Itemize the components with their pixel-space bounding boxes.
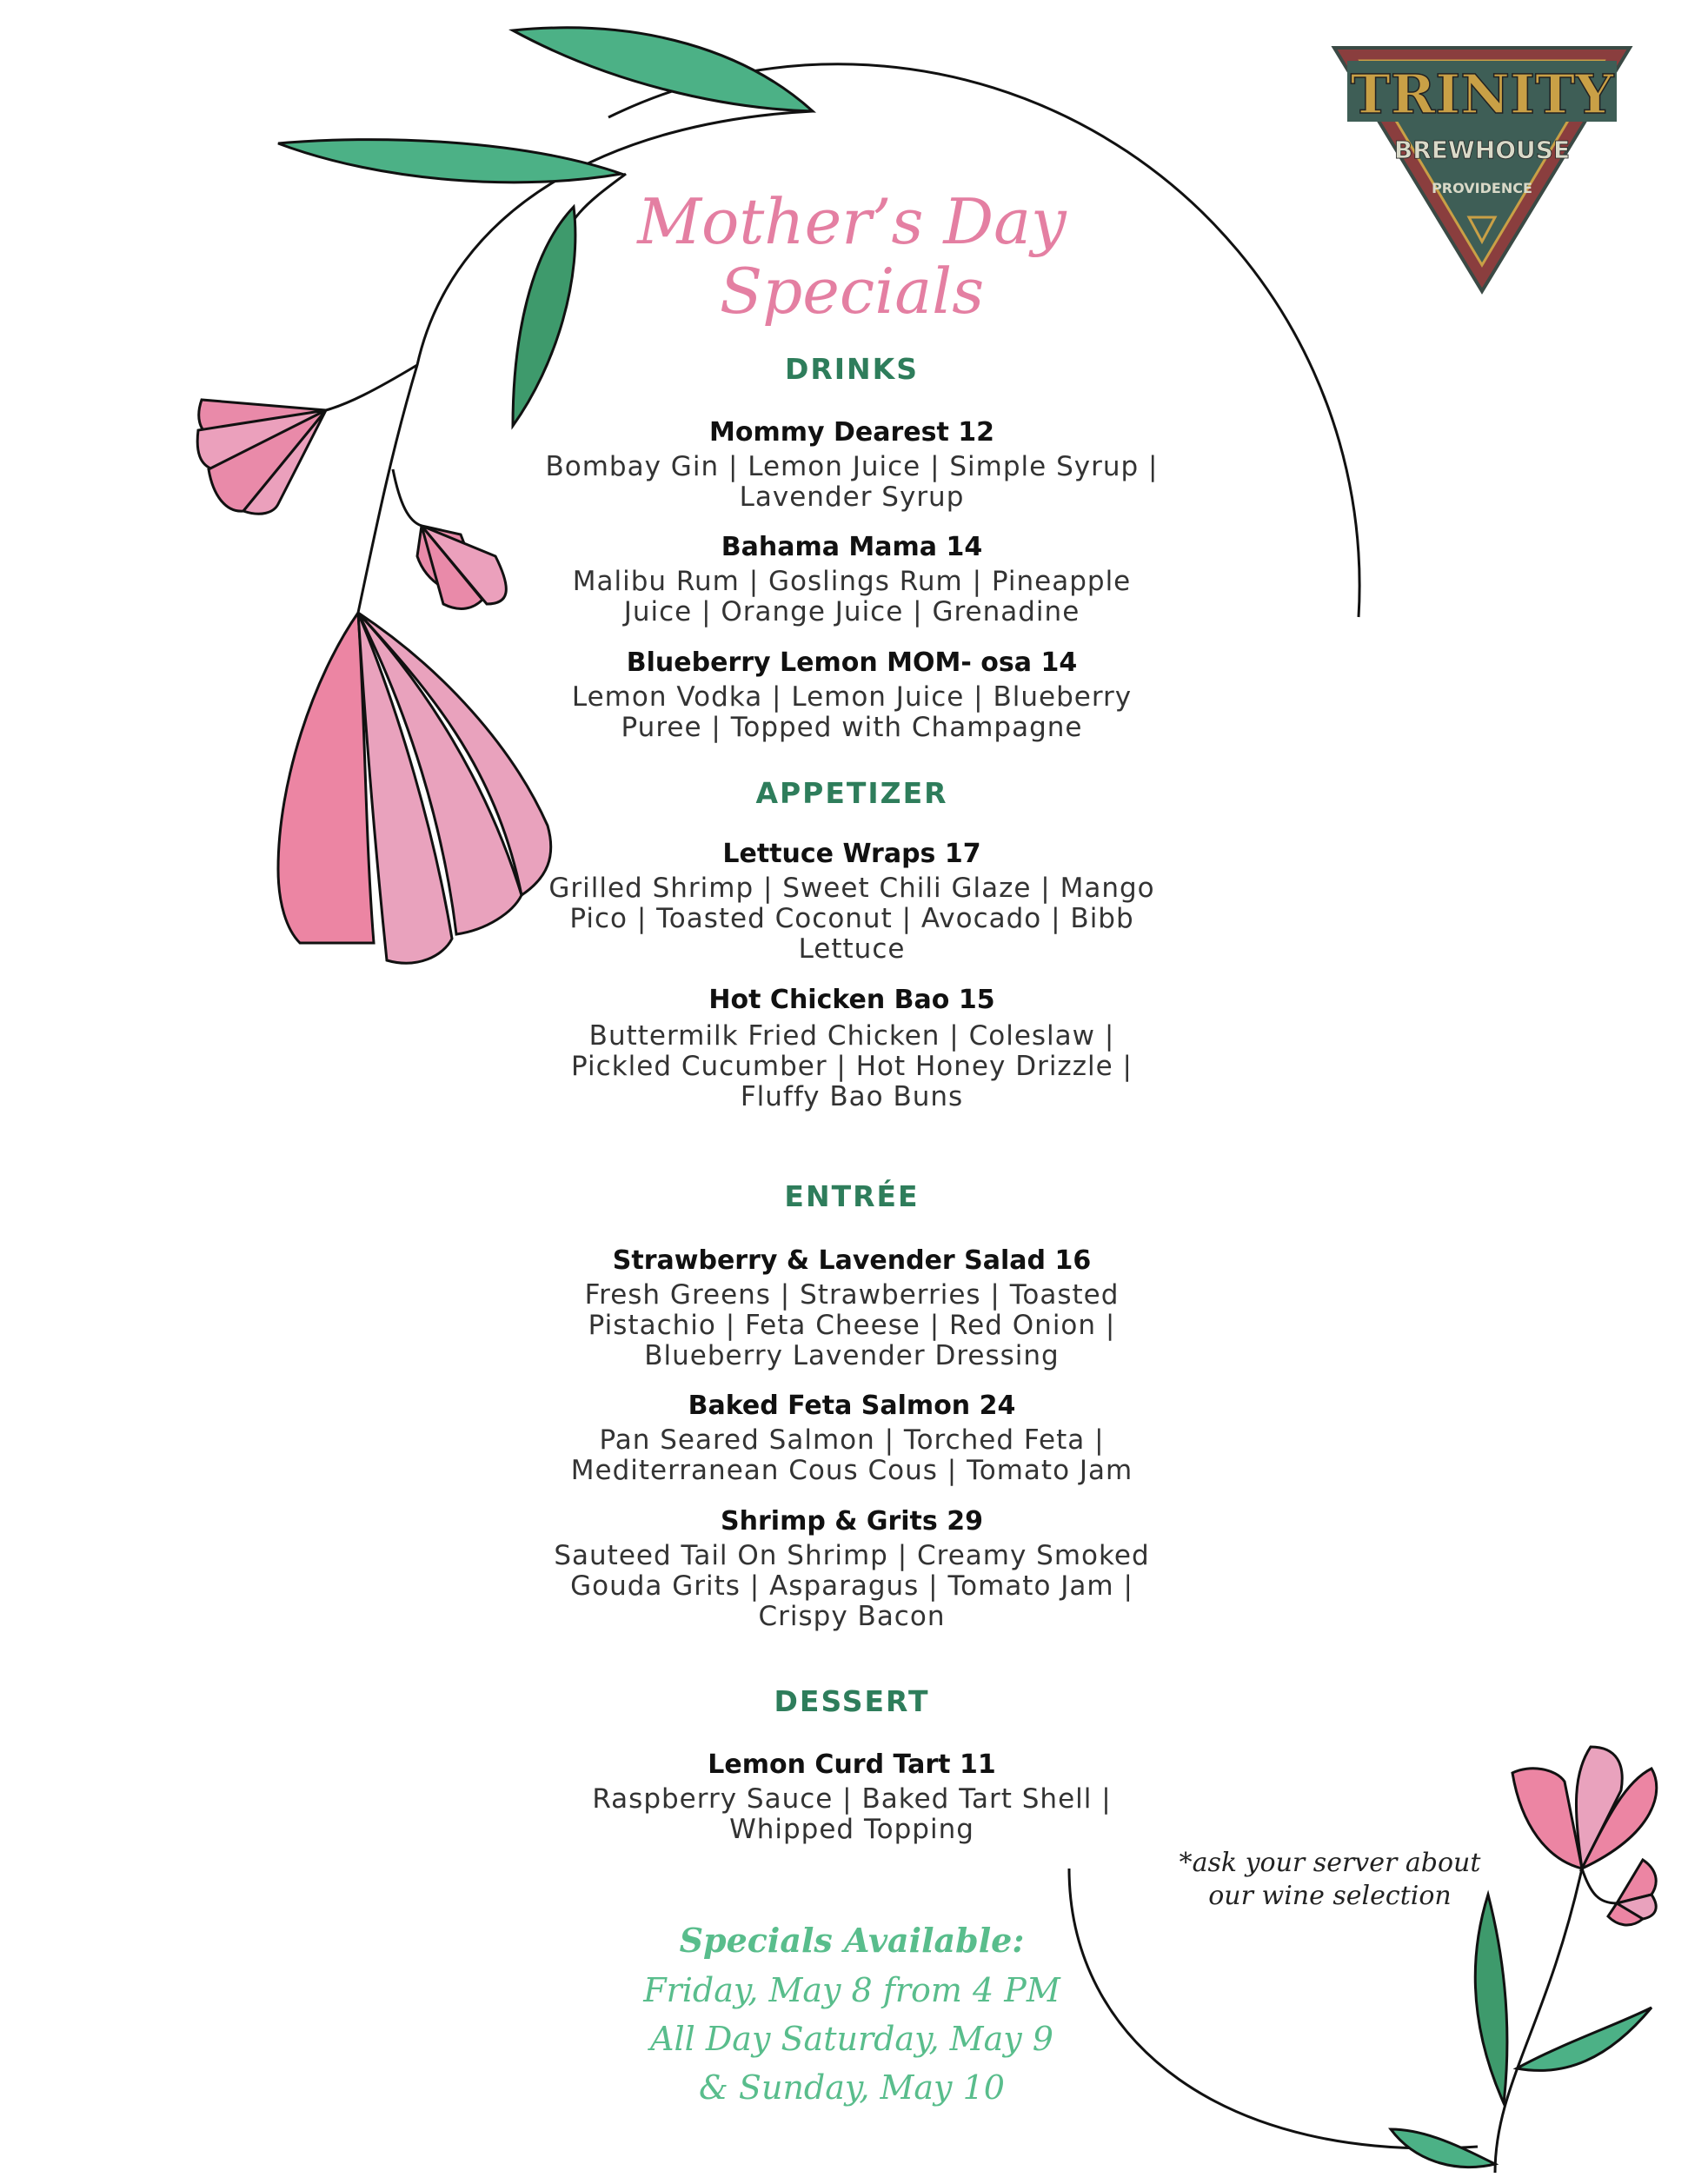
menu-item-desc: Crispy Bacon (758, 1601, 946, 1632)
section-heading-dessert: DESSERT (774, 1684, 930, 1718)
menu-item-name: Blueberry Lemon MOM- osa 14 (626, 647, 1078, 678)
menu-item-name: Mommy Dearest 12 (708, 417, 994, 448)
menu-item-desc: Bombay Gin | Lemon Juice | Simple Syrup | (545, 451, 1159, 482)
small-flower-icon (197, 400, 326, 514)
menu-item-desc: Raspberry Sauce | Baked Tart Shell | (592, 1783, 1112, 1815)
section-heading-appetizer: APPETIZER (755, 776, 948, 810)
menu-item-desc: Blueberry Lavender Dressing (644, 1340, 1060, 1371)
big-flower-icon (1512, 1747, 1657, 1869)
logo-city: PROVIDENCE (1432, 180, 1532, 196)
menu-item-name: Bahama Mama 14 (721, 532, 983, 562)
menu-item-desc: Pan Seared Salmon | Torched Feta | (599, 1424, 1105, 1456)
menu-item-name: Hot Chicken Bao 15 (708, 985, 995, 1015)
leaf-icon (1475, 1895, 1507, 2103)
menu-item-name: Baked Feta Salmon 24 (688, 1391, 1016, 1421)
menu-item-name: Shrimp & Grits 29 (721, 1506, 983, 1537)
menu-item-desc: Gouda Grits | Asparagus | Tomato Jam | (570, 1570, 1133, 1602)
logo-name: TRINITY (1350, 63, 1614, 126)
availability-line2: All Day Saturday, May 9 (650, 2020, 1053, 2058)
small-flower-icon (1608, 1860, 1656, 1925)
menu-item-desc: Pistachio | Feta Cheese | Red Onion | (588, 1310, 1116, 1341)
wine-note (1130, 1847, 1530, 1913)
menu-item-desc: Malibu Rum | Goslings Rum | Pineapple (572, 566, 1132, 597)
logo-sub: BREWHOUSE (1393, 136, 1571, 164)
menu-item-desc: Juice | Orange Juice | Grenadine (623, 596, 1080, 627)
menu-item-desc: Buttermilk Fried Chicken | Coleslaw | (588, 1020, 1115, 1052)
wine-note-line2: our wine selection (1208, 1881, 1452, 1911)
section-heading-entree: ENTRÉE (784, 1179, 920, 1213)
menu-item-name: Lemon Curd Tart 11 (708, 1749, 996, 1780)
leaf-icon (513, 207, 575, 426)
menu-item-desc: Lavender Syrup (739, 481, 965, 513)
menu-item-desc: Sauteed Tail On Shrimp | Creamy Smoked (554, 1540, 1150, 1571)
menu-item-desc: Puree | Topped with Champagne (621, 712, 1083, 743)
availability-line3: & Sunday, May 10 (699, 2068, 1005, 2107)
availability-title: Specials Available: (679, 1921, 1025, 1960)
menu-item-desc: Pico | Toasted Coconut | Avocado | Bibb (569, 903, 1134, 934)
menu-item-name: Lettuce Wraps 17 (722, 839, 981, 869)
section-heading-drinks: DRINKS (784, 352, 920, 386)
menu-item-desc: Fluffy Bao Buns (740, 1081, 964, 1112)
availability-line1: Friday, May 8 from 4 PM (643, 1971, 1060, 2009)
leaf-icon (278, 140, 621, 183)
menu-item-desc: Pickled Cucumber | Hot Honey Drizzle | (571, 1051, 1133, 1082)
wine-note-line1: *ask your server about (1179, 1848, 1481, 1878)
menu-item-desc: Whipped Topping (729, 1814, 974, 1845)
menu-item-desc: Mediterranean Cous Cous | Tomato Jam (570, 1455, 1133, 1486)
page-title-line1: Mother’s Day (637, 185, 1067, 258)
page-title-line2: Specials (719, 255, 985, 328)
menu-item-name: Strawberry & Lavender Salad 16 (612, 1245, 1092, 1276)
menu-item-desc: Lemon Vodka | Lemon Juice | Blueberry (571, 681, 1133, 713)
menu-item-desc: Lettuce (798, 933, 906, 965)
menu-item-desc: Fresh Greens | Strawberries | Toasted (584, 1279, 1120, 1311)
trinity-brewhouse-logo (1330, 43, 1634, 295)
menu-item-desc: Grilled Shrimp | Sweet Chili Glaze | Mango (548, 873, 1155, 904)
